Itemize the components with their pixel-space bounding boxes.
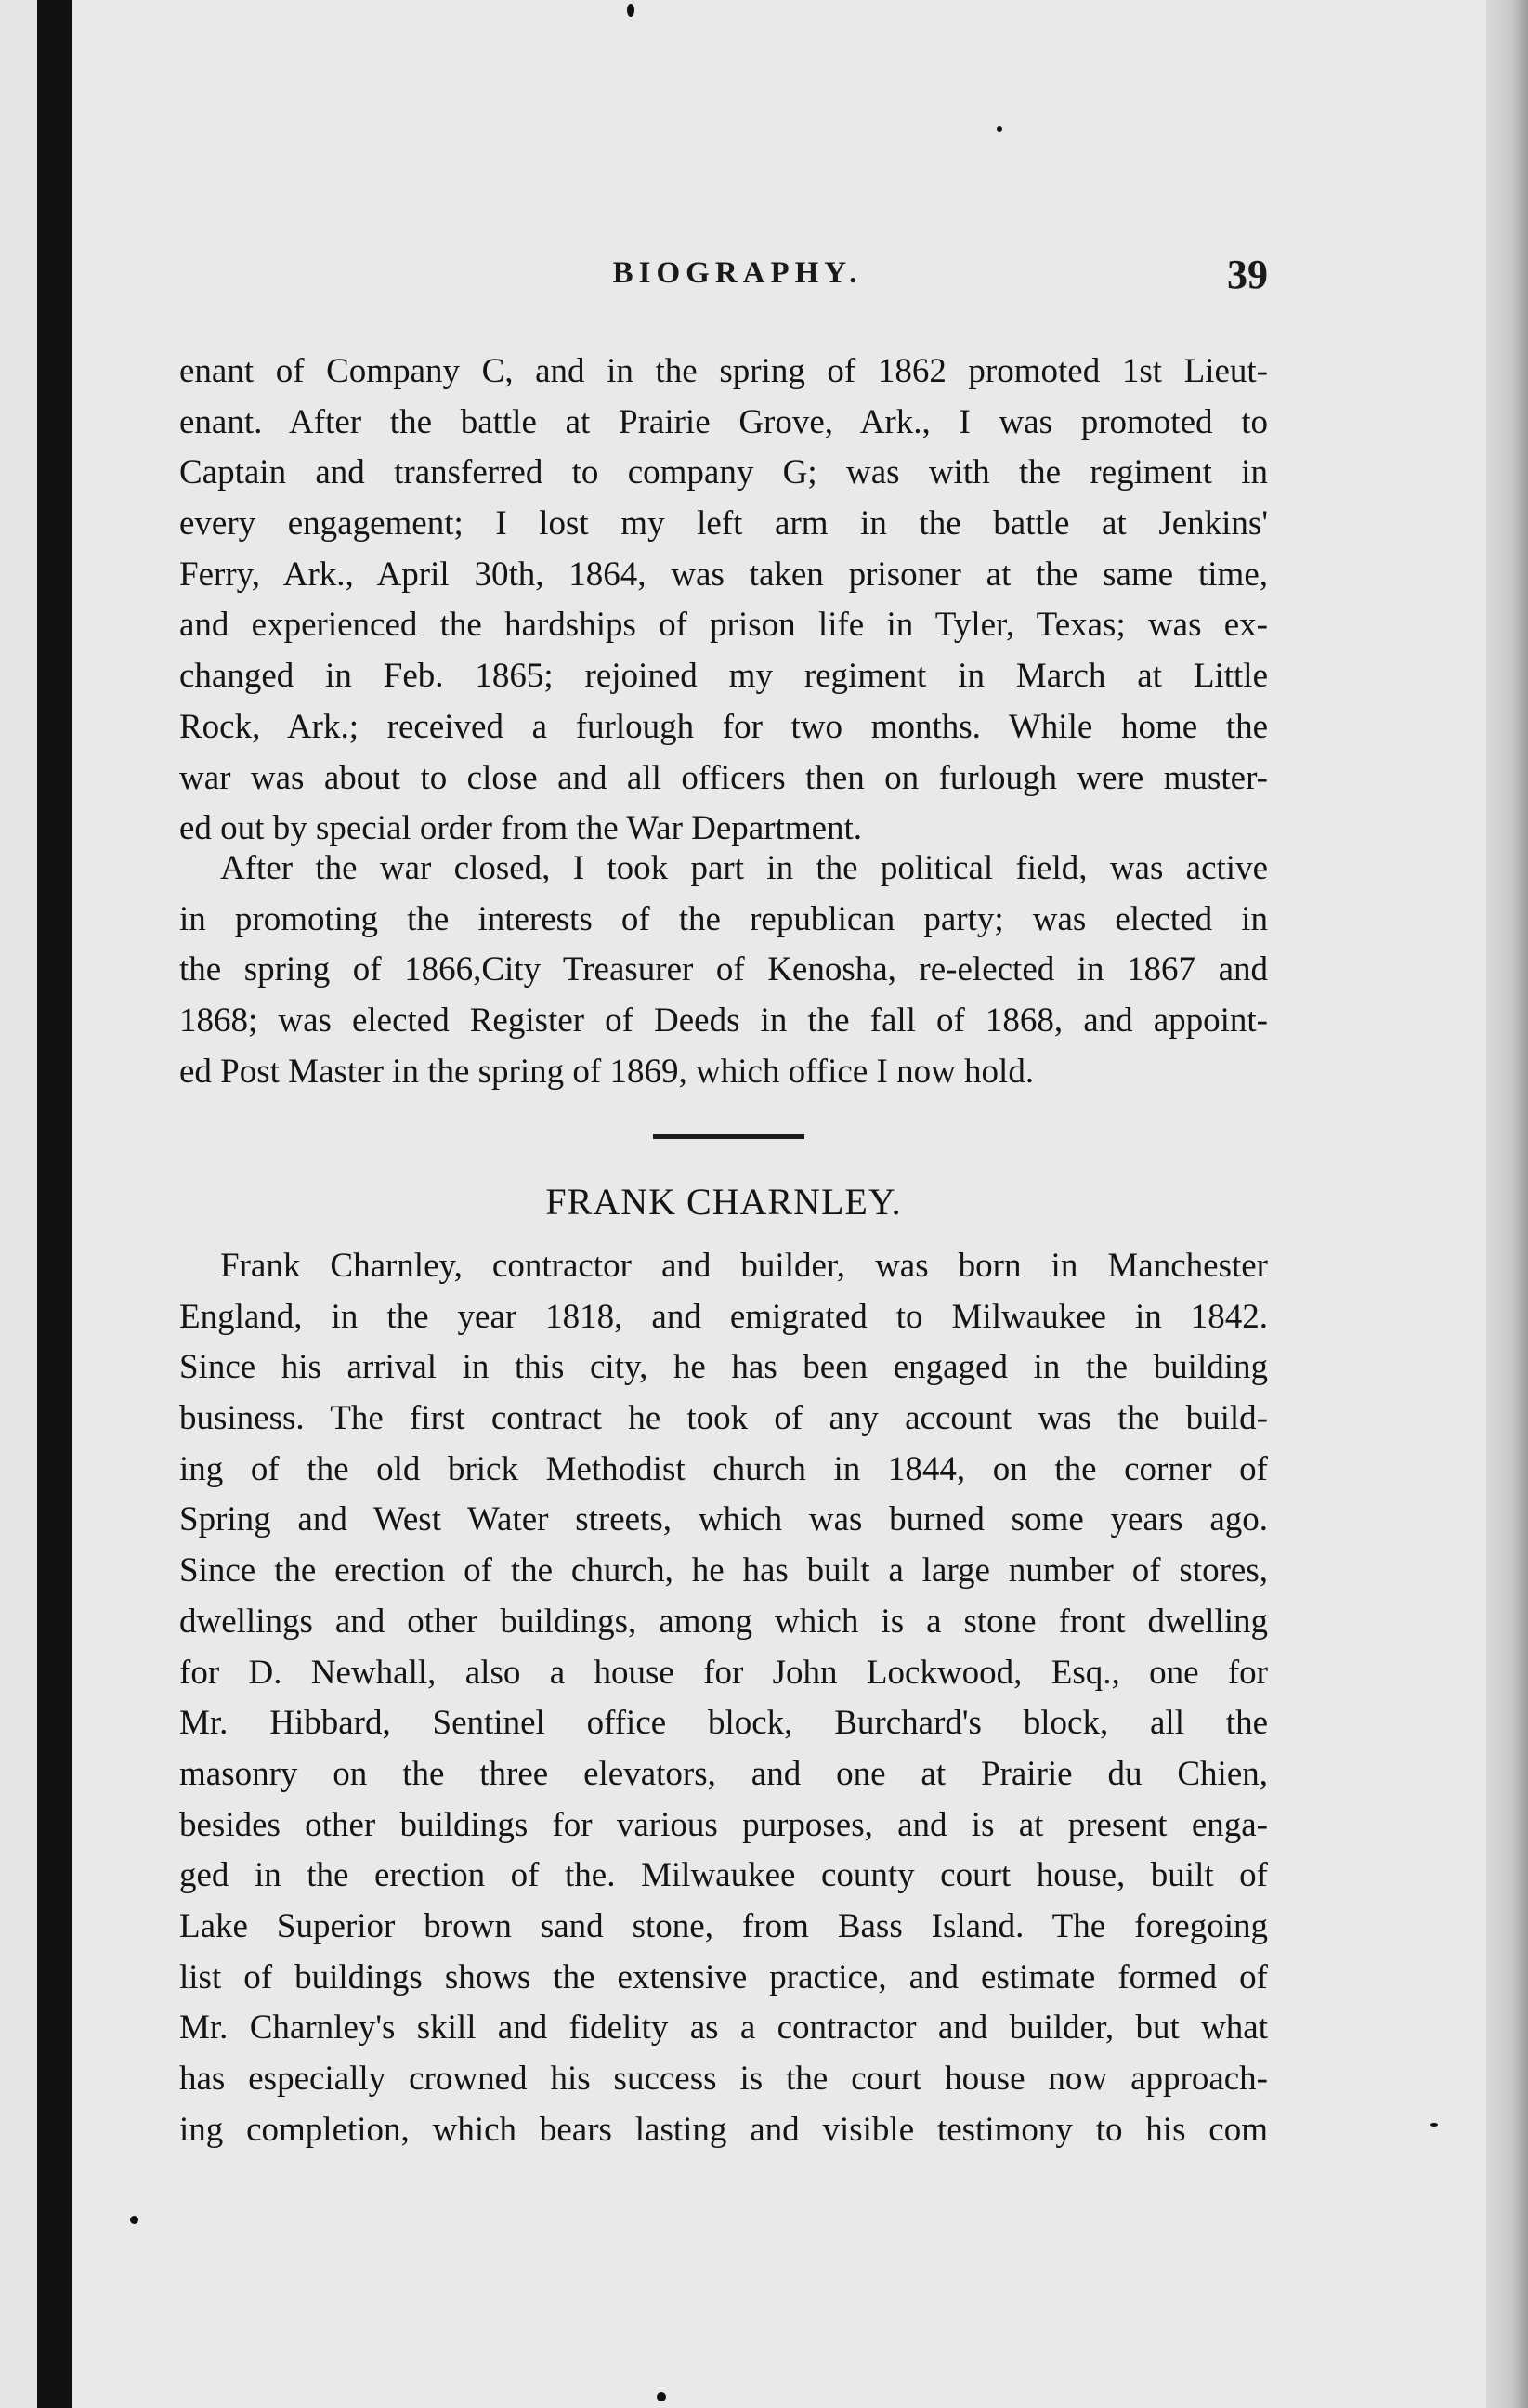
- text-line: Ferry, Ark., April 30th, 1864, was taken prisoner at the same time,: [179, 555, 1268, 594]
- text-line: Mr. Hibbard, Sentinel office block, Burchard's block, all the: [179, 1704, 1268, 1743]
- text-line: ing of the old brick Methodist church in 1844, on the corner of: [179, 1449, 1268, 1488]
- text-line: list of buildings shows the extensive practice, and estimate formed of: [179, 1957, 1268, 1996]
- text-line: Rock, Ark.; received a furlough for two months. While home the: [179, 707, 1268, 746]
- text-line: for D. Newhall, also a house for John Lockwood, Esq., one for: [179, 1653, 1268, 1692]
- text-line: and experienced the hardships of prison life in Tyler, Texas; was ex-: [179, 606, 1268, 645]
- text-line: enant. After the battle at Prairie Grove, Ark., I was promoted to: [179, 402, 1268, 441]
- text-line: dwellings and other buildings, among which is a stone front dwelling: [179, 1602, 1268, 1641]
- paragraph-frank-charnley: [179, 1241, 1268, 2155]
- paragraph-political-career: [179, 844, 1268, 1097]
- text-line: besides other buildings for various purposes, and is at present enga-: [179, 1805, 1268, 1844]
- text-line: masonry on the three elevators, and one at Prairie du Chien,: [179, 1754, 1268, 1793]
- text-line: ing completion, which bears lasting and visible testimony to his com: [179, 2110, 1268, 2149]
- text-line: ed out by special order from the War Department.: [179, 809, 863, 848]
- ink-speck: [627, 4, 634, 17]
- text-line: Frank Charnley, contractor and builder, was born in Manchester: [220, 1247, 1268, 1285]
- text-line: every engagement; I lost my left arm in the battle at Jenkins': [179, 504, 1268, 543]
- text-line: business. The first contract he took of any account was the build-: [179, 1399, 1268, 1438]
- ink-speck: [130, 2216, 138, 2224]
- running-title: BIOGRAPHY.: [612, 256, 863, 290]
- page-outer-edge: [1486, 0, 1528, 2408]
- text-line: Since his arrival in this city, he has been engaged in the building: [179, 1348, 1268, 1387]
- page-number: 39: [1227, 252, 1268, 297]
- text-line: war was about to close and all officers then on furlough were muster-: [179, 758, 1268, 797]
- text-line: in promoting the interests of the republican party; was elected in: [179, 899, 1268, 938]
- text-line: After the war closed, I took part in the political field, was active: [220, 849, 1268, 887]
- ink-speck: [997, 126, 1002, 132]
- text-line: Lake Superior brown sand stone, from Bass Island. The foregoing: [179, 1906, 1268, 1945]
- text-line: Spring and West Water streets, which was burned some years ago.: [179, 1500, 1268, 1539]
- section-divider: [653, 1134, 804, 1139]
- text-line: Mr. Charnley's skill and fidelity as a contractor and builder, but what: [179, 2009, 1268, 2048]
- text-line: England, in the year 1818, and emigrated to Milwaukee in 1842.: [179, 1297, 1268, 1336]
- running-head: [179, 252, 1268, 312]
- paragraph-continued: [179, 347, 1268, 855]
- text-line: 1868; was elected Register of Deeds in the fall of 1868, and appoint-: [179, 1001, 1268, 1040]
- ink-speck: [657, 2392, 666, 2401]
- book-binding-shadow: [37, 0, 72, 2408]
- text-line: has especially crowned his success is the court house now approach-: [179, 2060, 1268, 2098]
- facing-page-edge: [0, 0, 37, 2408]
- section-heading: FRANK CHARNLEY.: [545, 1181, 902, 1223]
- text-line: Since the erection of the church, he has built a large number of stores,: [179, 1551, 1268, 1590]
- text-line: changed in Feb. 1865; rejoined my regiment in March at Little: [179, 657, 1268, 696]
- text-line: Captain and transferred to company G; was with the regiment in: [179, 453, 1268, 492]
- text-line: the spring of 1866,City Treasurer of Kenosha, re-elected in 1867 and: [179, 950, 1268, 989]
- text-line: enant of Company C, and in the spring of 1862 promoted 1st Lieut-: [179, 352, 1268, 390]
- ink-speck: [1430, 2123, 1438, 2127]
- text-line: ged in the erection of the. Milwaukee county court house, built of: [179, 1856, 1268, 1895]
- text-line: ed Post Master in the spring of 1869, which office I now hold.: [179, 1052, 1035, 1091]
